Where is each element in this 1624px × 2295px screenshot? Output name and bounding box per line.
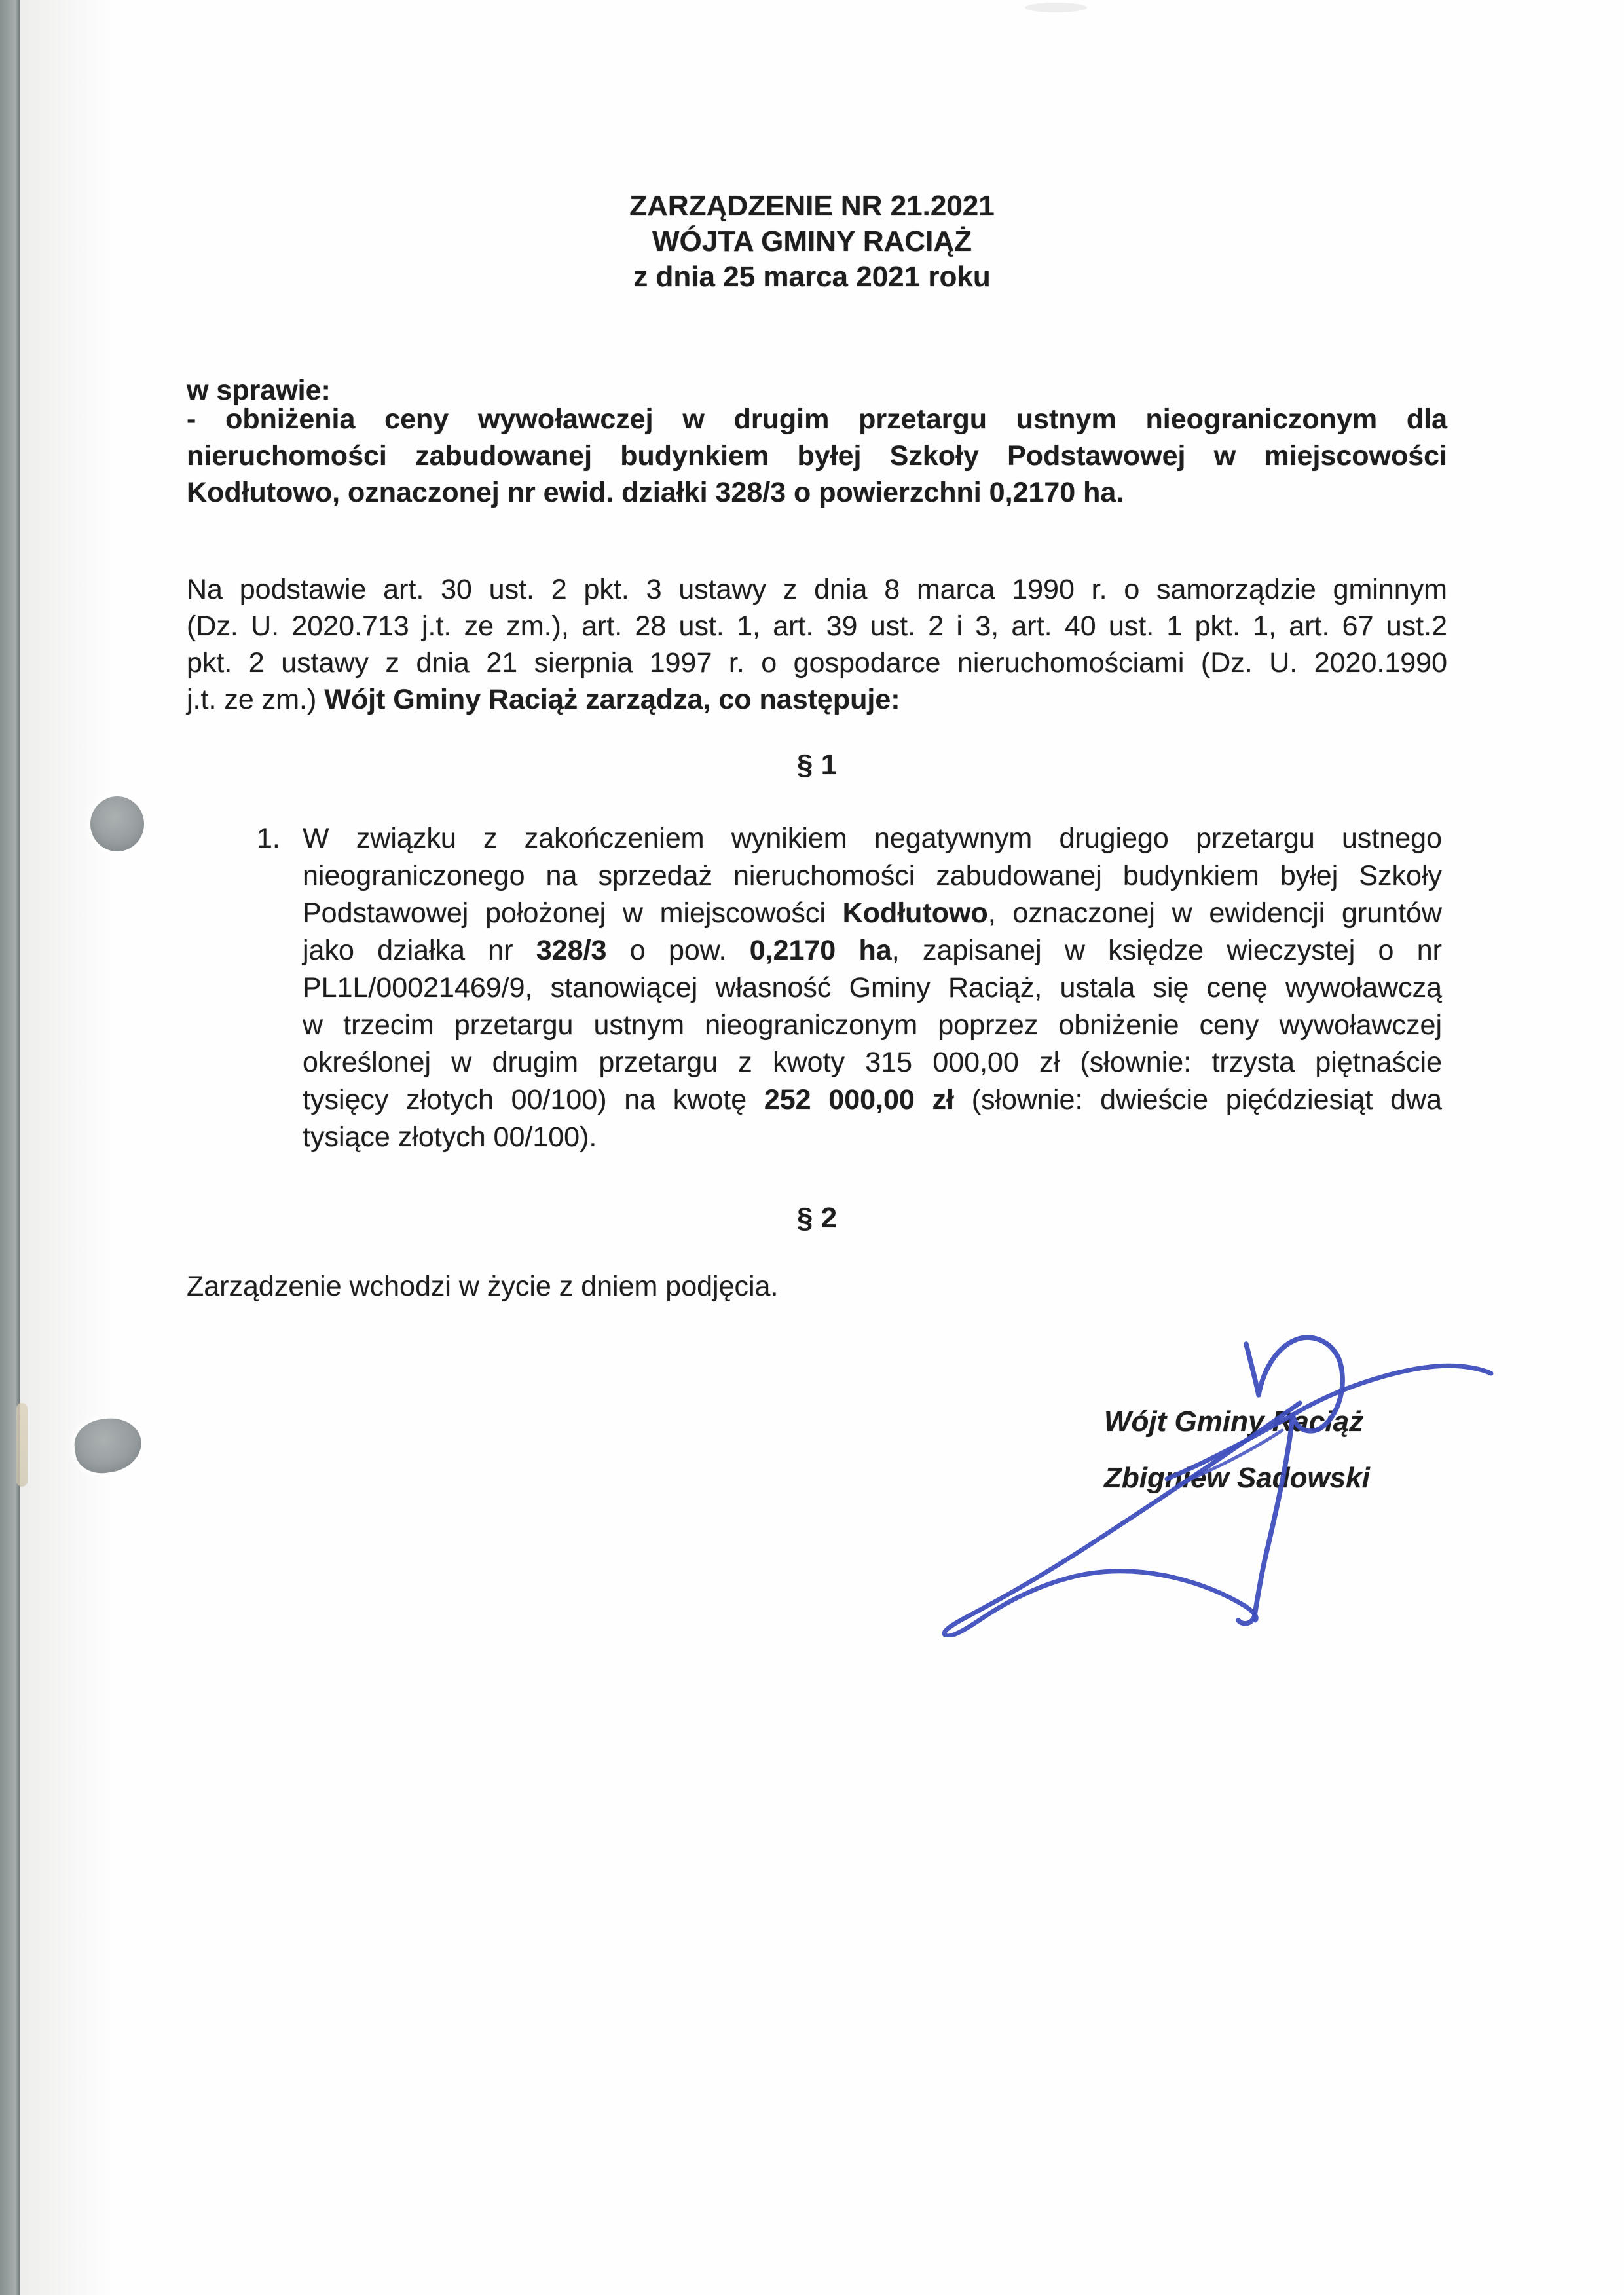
hole-punch bbox=[90, 796, 144, 851]
document-title bbox=[0, 189, 1624, 295]
text-line bbox=[187, 644, 1447, 681]
signature-name: Zbigniew Sadowski bbox=[1104, 1462, 1370, 1494]
text-segment: , zapisanej w księdze wieczystej o nr bbox=[891, 935, 1442, 966]
text-line bbox=[303, 1081, 1442, 1119]
text-line bbox=[187, 608, 1447, 644]
paper-edge-notch bbox=[16, 1403, 28, 1487]
subject-label: w sprawie: bbox=[187, 375, 331, 406]
text-segment: , oznaczonej w ewidencji gruntów bbox=[987, 897, 1442, 929]
section-1-heading: § 1 bbox=[796, 749, 838, 781]
bold-text-segment: - obniżenia ceny wywoławczej w drugim przetargu ustnym nieograniczonym dla bbox=[187, 403, 1447, 435]
legal-basis-paragraph bbox=[187, 571, 1447, 718]
text-segment: j.t. ze zm.) bbox=[187, 684, 325, 715]
text-line bbox=[303, 1007, 1442, 1044]
title-line: ZARZĄDZENIE NR 21.2021 bbox=[629, 190, 995, 222]
text-segment: nieograniczonego na sprzedaż nieruchomości zabudowanej budynkiem byłej Szkoły bbox=[303, 860, 1442, 891]
text-segment: PL1L/00021469/9, stanowiącej własność Gminy Raciąż, ustala się cenę wywoławczą bbox=[303, 972, 1442, 1003]
signature-ink bbox=[884, 1323, 1539, 1637]
text-line bbox=[187, 401, 1447, 438]
text-line bbox=[187, 571, 1447, 608]
text-line bbox=[303, 857, 1442, 895]
text-line bbox=[303, 820, 1442, 857]
section-2-heading: § 2 bbox=[796, 1202, 838, 1234]
text-segment: pkt. 2 ustawy z dnia 21 sierpnia 1997 r. o gospodarce nieruchomościami (Dz. U. 2020.1990 bbox=[187, 647, 1447, 679]
text-segment: Na podstawie art. 30 ust. 2 pkt. 3 ustawy z dnia 8 marca 1990 r. o samorządzie gminnym bbox=[187, 574, 1447, 605]
text-segment: (Dz. U. 2020.713 j.t. ze zm.), art. 28 ust. 1, art. 39 ust. 2 i 3, art. 40 ust. 1 pkt. 1, art. 67 ust.2 bbox=[187, 610, 1447, 642]
scan-smudge bbox=[1025, 3, 1087, 12]
bold-text-segment: 0,2170 ha bbox=[749, 935, 892, 966]
text-segment: w trzecim przetargu ustnym nieograniczonym poprzez obniżenie ceny wywoławczej bbox=[303, 1009, 1442, 1041]
text-line bbox=[303, 895, 1442, 932]
text-segment: W związku z zakończeniem wynikiem negatywnym drugiego przetargu ustnego bbox=[303, 823, 1442, 854]
signature-stroke bbox=[944, 1403, 1300, 1636]
bold-text-segment: 328/3 bbox=[536, 935, 607, 966]
bold-text-segment: 252 000,00 zł bbox=[764, 1084, 954, 1115]
text-line bbox=[303, 1119, 1442, 1156]
signature-role: Wójt Gminy Raciąż bbox=[1104, 1406, 1364, 1438]
subject-paragraph bbox=[187, 401, 1447, 511]
text-line bbox=[303, 969, 1442, 1007]
text-segment: o pow. bbox=[606, 935, 750, 966]
text-line bbox=[187, 438, 1447, 474]
scanner-edge-strip bbox=[0, 0, 20, 2295]
text-segment: (słownie: dwieście pięćdziesiąt dwa bbox=[954, 1084, 1443, 1115]
title-line: WÓJTA GMINY RACIĄŻ bbox=[652, 225, 972, 257]
bold-text-segment: Kodłutowo, oznaczonej nr ewid. działki 328/3 o powierzchni 0,2170 ha. bbox=[187, 477, 1124, 508]
list-item-number: 1. bbox=[257, 823, 280, 854]
text-line bbox=[187, 681, 1447, 718]
text-segment: Podstawowej położonej w miejscowości bbox=[303, 897, 843, 929]
signature-stroke bbox=[1238, 1337, 1342, 1624]
text-line bbox=[187, 474, 1447, 511]
text-segment: jako działka nr bbox=[303, 935, 536, 966]
page-left-shading bbox=[20, 0, 111, 2295]
text-line bbox=[303, 1044, 1442, 1081]
text-segment: tysiące złotych 00/100). bbox=[303, 1121, 597, 1153]
bold-text-segment: Wójt Gminy Raciąż zarządza, co następuje: bbox=[324, 684, 900, 715]
text-segment: tysięcy złotych 00/100) na kwotę bbox=[303, 1084, 764, 1115]
title-line: z dnia 25 marca 2021 roku bbox=[633, 261, 991, 293]
text-line bbox=[303, 932, 1442, 969]
text-segment: określonej w drugim przetargu z kwoty 315 000,00 zł (słownie: trzysta piętnaście bbox=[303, 1047, 1442, 1078]
list-item-paragraph bbox=[303, 820, 1442, 1156]
closing-text: Zarządzenie wchodzi w życie z dniem podjęcia. bbox=[187, 1271, 779, 1302]
bold-text-segment: nieruchomości zabudowanej budynkiem byłej Szkoły Podstawowej w miejscowości bbox=[187, 440, 1447, 472]
bold-text-segment: Kodłutowo bbox=[842, 897, 988, 929]
